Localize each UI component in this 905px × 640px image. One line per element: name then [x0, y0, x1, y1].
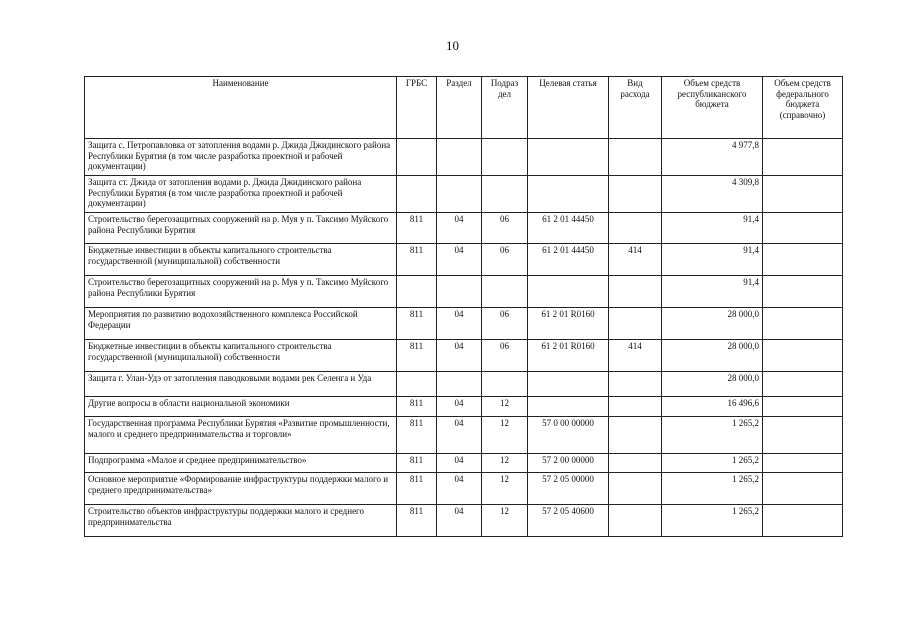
cell-podrazdel: 12 [482, 473, 528, 505]
cell-name: Строительство объектов инфраструктуры поддержки малого и среднего предпринимательства [85, 505, 397, 537]
header-podrazdel: Подраз дел [482, 77, 528, 139]
table-row [85, 340, 843, 372]
cell-podrazdel [482, 139, 528, 176]
table-row [85, 139, 843, 176]
cell-grbs [397, 372, 437, 397]
cell-grbs: 811 [397, 417, 437, 454]
table-row [85, 454, 843, 473]
cell-statya: 61 2 01 44450 [528, 244, 609, 276]
cell-fed [763, 276, 843, 308]
table-row [85, 397, 843, 417]
cell-fed [763, 397, 843, 417]
cell-name: Бюджетные инвестиции в объекты капитального строительства государственной (муниципальной) собственности [85, 340, 397, 372]
table-row [85, 176, 843, 213]
cell-vid [609, 397, 662, 417]
cell-podrazdel: 06 [482, 244, 528, 276]
cell-statya: 61 2 01 44450 [528, 213, 609, 244]
cell-podrazdel: 12 [482, 454, 528, 473]
cell-name: Защита ст. Джида от затопления водами р. Джида Джидинского района Республики Бурятия (в том числе разработка проектной и рабочей документации) [85, 176, 397, 213]
cell-name: Строительство берегозащитных сооружений на р. Муя у п. Таксимо Муйского района Республики Бурятия [85, 213, 397, 244]
cell-fed [763, 308, 843, 340]
cell-grbs: 811 [397, 340, 437, 372]
cell-statya: 57 0 00 00000 [528, 417, 609, 454]
cell-statya: 57 2 05 40600 [528, 505, 609, 537]
cell-name: Государственная программа Республики Бурятия «Развитие промышленности, малого и среднего предпринимательства и торговли» [85, 417, 397, 454]
cell-grbs [397, 176, 437, 213]
cell-razdel [437, 139, 482, 176]
cell-razdel: 04 [437, 473, 482, 505]
cell-vid [609, 473, 662, 505]
cell-podrazdel: 12 [482, 417, 528, 454]
cell-statya: 61 2 01 R0160 [528, 308, 609, 340]
cell-statya [528, 372, 609, 397]
cell-grbs: 811 [397, 308, 437, 340]
cell-fed [763, 244, 843, 276]
cell-podrazdel [482, 372, 528, 397]
cell-rep: 1 265,2 [662, 473, 763, 505]
table-row [85, 417, 843, 454]
cell-grbs: 811 [397, 473, 437, 505]
cell-vid [609, 505, 662, 537]
cell-grbs: 811 [397, 397, 437, 417]
cell-vid [609, 213, 662, 244]
cell-vid [609, 276, 662, 308]
budget-table [84, 76, 843, 537]
cell-grbs: 811 [397, 213, 437, 244]
cell-rep: 1 265,2 [662, 505, 763, 537]
table-row [85, 213, 843, 244]
cell-statya [528, 397, 609, 417]
cell-statya [528, 276, 609, 308]
cell-razdel: 04 [437, 244, 482, 276]
cell-fed [763, 417, 843, 454]
cell-razdel: 04 [437, 417, 482, 454]
cell-name: Защита с. Петропавловка от затопления водами р. Джида Джидинского района Республики Бурятия (в том числе разработка проектной и рабочей документации) [85, 139, 397, 176]
cell-name: Основное мероприятие «Формирование инфраструктуры поддержки малого и среднего предпринимательства» [85, 473, 397, 505]
table-row [85, 244, 843, 276]
cell-razdel: 04 [437, 397, 482, 417]
cell-fed [763, 139, 843, 176]
cell-name: Мероприятия по развитию водохозяйственного комплекса Российской Федерации [85, 308, 397, 340]
table-row [85, 372, 843, 397]
cell-razdel: 04 [437, 340, 482, 372]
cell-vid [609, 372, 662, 397]
cell-podrazdel: 06 [482, 308, 528, 340]
table-row [85, 473, 843, 505]
cell-rep: 1 265,2 [662, 417, 763, 454]
cell-name: Защита г. Улан-Удэ от затопления паводковыми водами рек Селенга и Уда [85, 372, 397, 397]
cell-statya [528, 139, 609, 176]
cell-fed [763, 473, 843, 505]
cell-fed [763, 340, 843, 372]
table-row [85, 505, 843, 537]
cell-grbs: 811 [397, 454, 437, 473]
cell-podrazdel [482, 176, 528, 213]
header-razdel: Раздел [437, 77, 482, 139]
cell-podrazdel [482, 276, 528, 308]
cell-fed [763, 454, 843, 473]
cell-razdel: 04 [437, 308, 482, 340]
cell-rep: 91,4 [662, 213, 763, 244]
cell-vid [609, 454, 662, 473]
cell-podrazdel: 06 [482, 340, 528, 372]
cell-vid [609, 417, 662, 454]
cell-rep: 91,4 [662, 276, 763, 308]
cell-podrazdel: 12 [482, 505, 528, 537]
cell-razdel: 04 [437, 454, 482, 473]
cell-grbs: 811 [397, 244, 437, 276]
cell-razdel [437, 276, 482, 308]
cell-grbs [397, 276, 437, 308]
cell-vid: 414 [609, 244, 662, 276]
cell-podrazdel: 06 [482, 213, 528, 244]
header-statya: Целевая статья [528, 77, 609, 139]
table-row [85, 308, 843, 340]
header-name: Наименование [85, 77, 397, 139]
cell-vid [609, 308, 662, 340]
cell-name: Другие вопросы в области национальной экономики [85, 397, 397, 417]
cell-statya [528, 176, 609, 213]
header-grbs: ГРБС [397, 77, 437, 139]
page-number: 10 [446, 38, 459, 53]
cell-statya: 57 2 00 00000 [528, 454, 609, 473]
cell-vid [609, 139, 662, 176]
cell-rep: 28 000,0 [662, 308, 763, 340]
cell-fed [763, 213, 843, 244]
cell-name: Подпрограмма «Малое и среднее предпринимательство» [85, 454, 397, 473]
cell-statya: 57 2 05 00000 [528, 473, 609, 505]
table-header-row [85, 77, 843, 139]
cell-name: Бюджетные инвестиции в объекты капитального строительства государственной (муниципальной) собственности [85, 244, 397, 276]
cell-rep: 28 000,0 [662, 372, 763, 397]
cell-statya: 61 2 01 R0160 [528, 340, 609, 372]
cell-razdel [437, 176, 482, 213]
cell-podrazdel: 12 [482, 397, 528, 417]
header-fed-budget: Объем средств федерального бюджета (справочно) [763, 77, 843, 139]
cell-grbs [397, 139, 437, 176]
header-vid: Вид расхода [609, 77, 662, 139]
cell-rep: 4 309,8 [662, 176, 763, 213]
cell-rep: 91,4 [662, 244, 763, 276]
cell-vid: 414 [609, 340, 662, 372]
table-row [85, 276, 843, 308]
cell-grbs: 811 [397, 505, 437, 537]
cell-razdel: 04 [437, 213, 482, 244]
cell-fed [763, 176, 843, 213]
cell-rep: 16 496,6 [662, 397, 763, 417]
cell-razdel: 04 [437, 505, 482, 537]
cell-fed [763, 505, 843, 537]
cell-rep: 28 000,0 [662, 340, 763, 372]
cell-name: Строительство берегозащитных сооружений на р. Муя у п. Таксимо Муйского района Республики Бурятия [85, 276, 397, 308]
cell-rep: 4 977,8 [662, 139, 763, 176]
cell-vid [609, 176, 662, 213]
cell-fed [763, 372, 843, 397]
cell-rep: 1 265,2 [662, 454, 763, 473]
cell-razdel [437, 372, 482, 397]
header-rep-budget: Объем средств республиканского бюджета [662, 77, 763, 139]
